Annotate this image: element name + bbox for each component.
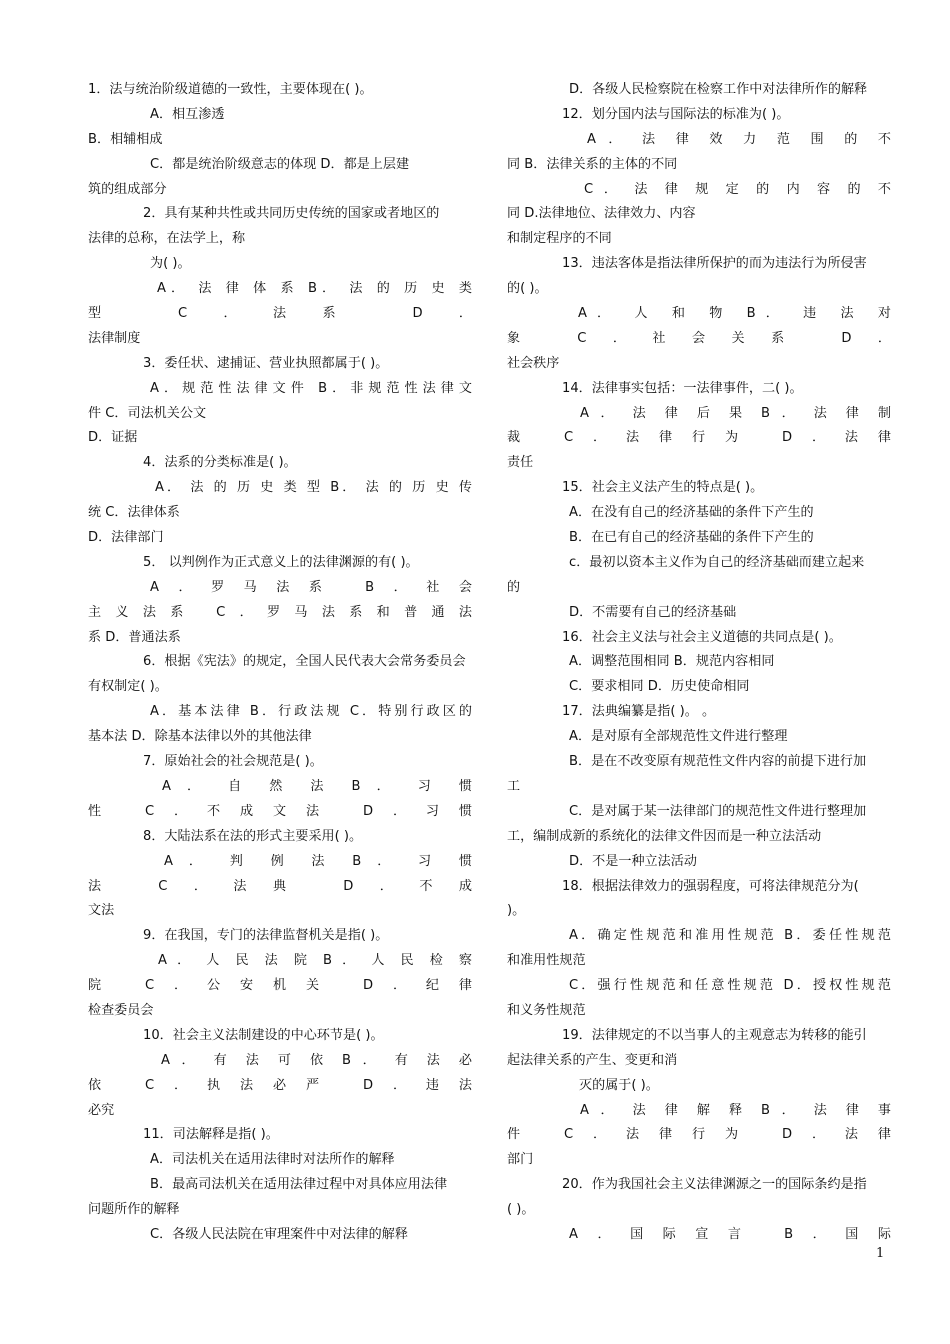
text-line: 筑的组成部分 <box>88 181 167 197</box>
text-line: 的 <box>507 579 521 595</box>
text-line: B．是在不改变原有规范性文件内容的前提下进行加 <box>569 754 867 770</box>
text-line: A ． 法 律 解 释 B ． 法 律 事 <box>580 1102 891 1118</box>
text-line: C．强行性规范和任意性规范 D．授权性规范 <box>569 978 891 994</box>
text-line: 型 C．法系 D． <box>88 306 472 322</box>
text-line: C．是对属于某一法律部门的规范性文件进行整理加 <box>569 803 867 819</box>
text-line: A ． 自 然 法 B ． 习 惯 <box>162 778 472 794</box>
text-line: 的( )。 <box>507 281 548 297</box>
text-line: 和制定程序的不同 <box>507 231 612 247</box>
text-line: A ． 人 民 法 院 B ． 人 民 检 察 <box>158 953 472 969</box>
text-line: A．基本法律 B．行政法规 C．特别行政区的 <box>150 704 472 720</box>
text-line: 法 C．法典 D．不成 <box>88 878 472 894</box>
text-line: 同 B．法律关系的主体的不同 <box>507 156 678 172</box>
text-line: D．不是一种立法活动 <box>569 853 697 869</box>
text-line: 有权制定( )。 <box>88 679 168 695</box>
text-line: 19．法律规定的不以当事人的主观意志为转移的能引 <box>562 1027 867 1043</box>
text-line: 灭的属于( )。 <box>579 1077 659 1093</box>
text-line: 5． 以判例作为正式意义上的法律渊源的有( )。 <box>143 554 419 570</box>
text-line: 14．法律事实包括：一法律事件，二( )。 <box>562 380 803 396</box>
text-line: 17．法典编纂是指( )。 。 <box>562 704 716 720</box>
text-line: A．规范性法律文件 B．非规范性法律文 <box>150 380 472 396</box>
text-line: 基本法 D．除基本法律以外的其他法律 <box>88 729 312 745</box>
text-line: D．不需要有自己的经济基础 <box>569 604 737 620</box>
text-line: A． 法 律 体 系 B． 法 的 历 史 类 <box>157 281 472 297</box>
text-line: 依 C．执法必严 D．违法 <box>88 1077 472 1093</box>
text-line: 和义务性规范 <box>507 1002 586 1018</box>
text-line: 7．原始社会的社会规范是( )。 <box>143 754 323 770</box>
text-line: A ． 判 例 法 B ． 习 惯 <box>164 853 472 869</box>
text-line: A．在没有自己的经济基础的条件下产生的 <box>569 505 814 521</box>
text-line: 法律的总称，在法学上，称 <box>88 231 246 247</box>
text-line: 必究 <box>88 1102 115 1118</box>
text-line: 9．在我国，专门的法律监督机关是指( )。 <box>143 928 389 944</box>
text-line: A．司法机关在适用法律时对法所作的解释 <box>150 1152 395 1168</box>
text-line: 4．法系的分类标准是( )。 <box>143 455 297 471</box>
text-line: C．要求相同 D．历史使命相同 <box>569 679 750 695</box>
text-line: 12．划分国内法与国际法的标准为( )。 <box>562 106 790 122</box>
text-line: 件 C．法律行为 D．法律 <box>507 1127 891 1143</box>
text-line: A．国际宣言 B．国际 <box>569 1226 891 1242</box>
text-line: 系 D．普通法系 <box>88 629 181 645</box>
text-line: 部门 <box>507 1152 534 1168</box>
text-line: 院 C．公安机关 D．纪律 <box>88 978 472 994</box>
text-line: 3．委任状、逮捕证、营业执照都属于( )。 <box>143 355 389 371</box>
text-line: 起法律关系的产生、变更和消 <box>507 1052 678 1068</box>
text-line: A ． 法 律 效 力 范 围 的 不 <box>587 131 891 147</box>
text-line: 统 C．法律体系 <box>88 505 180 521</box>
text-line: D．法律部门 <box>88 530 164 546</box>
text-line: 工，编制成新的系统化的法律文件因而是一种立法活动 <box>507 828 822 844</box>
text-line: 11．司法解释是指( )。 <box>143 1127 279 1143</box>
text-line: B．在已有自己的经济基础的条件下产生的 <box>569 530 814 546</box>
text-line: C ． 法 律 规 定 的 内 容 的 不 <box>584 181 891 197</box>
text-line: C．都是统治阶级意志的体现 D．都是上层建 <box>150 156 410 172</box>
text-line: 件 C．司法机关公文 <box>88 405 207 421</box>
text-line: c．最初以资本主义作为自己的经济基础而建立起来 <box>569 554 865 570</box>
text-line: 和准用性规范 <box>507 953 586 969</box>
text-line: B．最高司法机关在适用法律过程中对具体应用法律 <box>150 1177 448 1193</box>
text-line: 法律制度 <box>88 330 141 346</box>
page-number: 1 <box>876 1246 885 1261</box>
text-line: 象 C．社会关系 D． <box>507 330 891 346</box>
text-line: 2．具有某种共性或共同历史传统的国家或者地区的 <box>143 206 440 222</box>
text-line: A．罗马法系 B．社会 <box>150 579 472 595</box>
text-line: 为( )。 <box>150 256 191 272</box>
text-line: A． 人 和 物 B． 违 法 对 <box>578 306 891 322</box>
text-line: A． 法 的 历 史 类 型 B． 法 的 历 史 传 <box>155 480 472 496</box>
text-line: 社会秩序 <box>507 355 560 371</box>
text-line: 裁 C．法律行为 D．法律 <box>507 430 891 446</box>
text-line: 18．根据法律效力的强弱程度，可将法律规范分为( <box>562 878 859 894</box>
text-line: ( )。 <box>507 1202 535 1218</box>
text-line: )。 <box>507 903 526 919</box>
text-line: 问题所作的解释 <box>88 1202 180 1218</box>
text-line: A ． 法 律 后 果 B ． 法 律 制 <box>580 405 891 421</box>
text-line: 10．社会主义法制建设的中心环节是( )。 <box>143 1027 384 1043</box>
text-line: A ． 有 法 可 依 B ． 有 法 必 <box>161 1052 472 1068</box>
text-line: 工 <box>507 778 521 794</box>
text-line: 责任 <box>507 455 534 471</box>
text-line: 性 C．不成文法 D．习惯 <box>88 803 472 819</box>
left-column <box>88 78 472 1248</box>
text-line: 20．作为我国社会主义法律渊源之一的国际条约是指 <box>562 1177 867 1193</box>
text-line: 13．违法客体是指法律所保护的而为违法行为所侵害 <box>562 256 867 272</box>
text-line: A．调整范围相同 B．规范内容相同 <box>569 654 775 670</box>
text-line: 15．社会主义法产生的特点是( )。 <box>562 480 764 496</box>
text-line: 文法 <box>88 903 115 919</box>
text-line: 主义法系 C．罗马法系和普通法 <box>88 604 472 620</box>
text-line: 8．大陆法系在法的形式主要采用( )。 <box>143 828 363 844</box>
text-line: B．相辅相成 <box>88 131 163 147</box>
text-line: D．证据 <box>88 430 138 446</box>
text-line: D．各级人民检察院在检察工作中对法律所作的解释 <box>569 82 868 97</box>
text-line: 检查委员会 <box>88 1002 154 1018</box>
text-line: 同 D.法律地位、法律效力、内容 <box>507 206 696 222</box>
text-line: A．确定性规范和准用性规范 B．委任性规范 <box>569 928 891 944</box>
text-line: A．相互渗透 <box>150 106 225 122</box>
text-line: 1．法与统治阶级道德的一致性，主要体现在( )。 <box>88 82 373 97</box>
text-line: C．各级人民法院在审理案件中对法律的解释 <box>150 1226 408 1242</box>
text-line: 6．根据《宪法》的规定，全国人民代表大会常务委员会 <box>143 654 466 670</box>
right-column <box>507 78 891 1248</box>
text-line: 16．社会主义法与社会主义道德的共同点是( )。 <box>562 629 842 645</box>
text-line: A．是对原有全部规范性文件进行整理 <box>569 729 788 745</box>
